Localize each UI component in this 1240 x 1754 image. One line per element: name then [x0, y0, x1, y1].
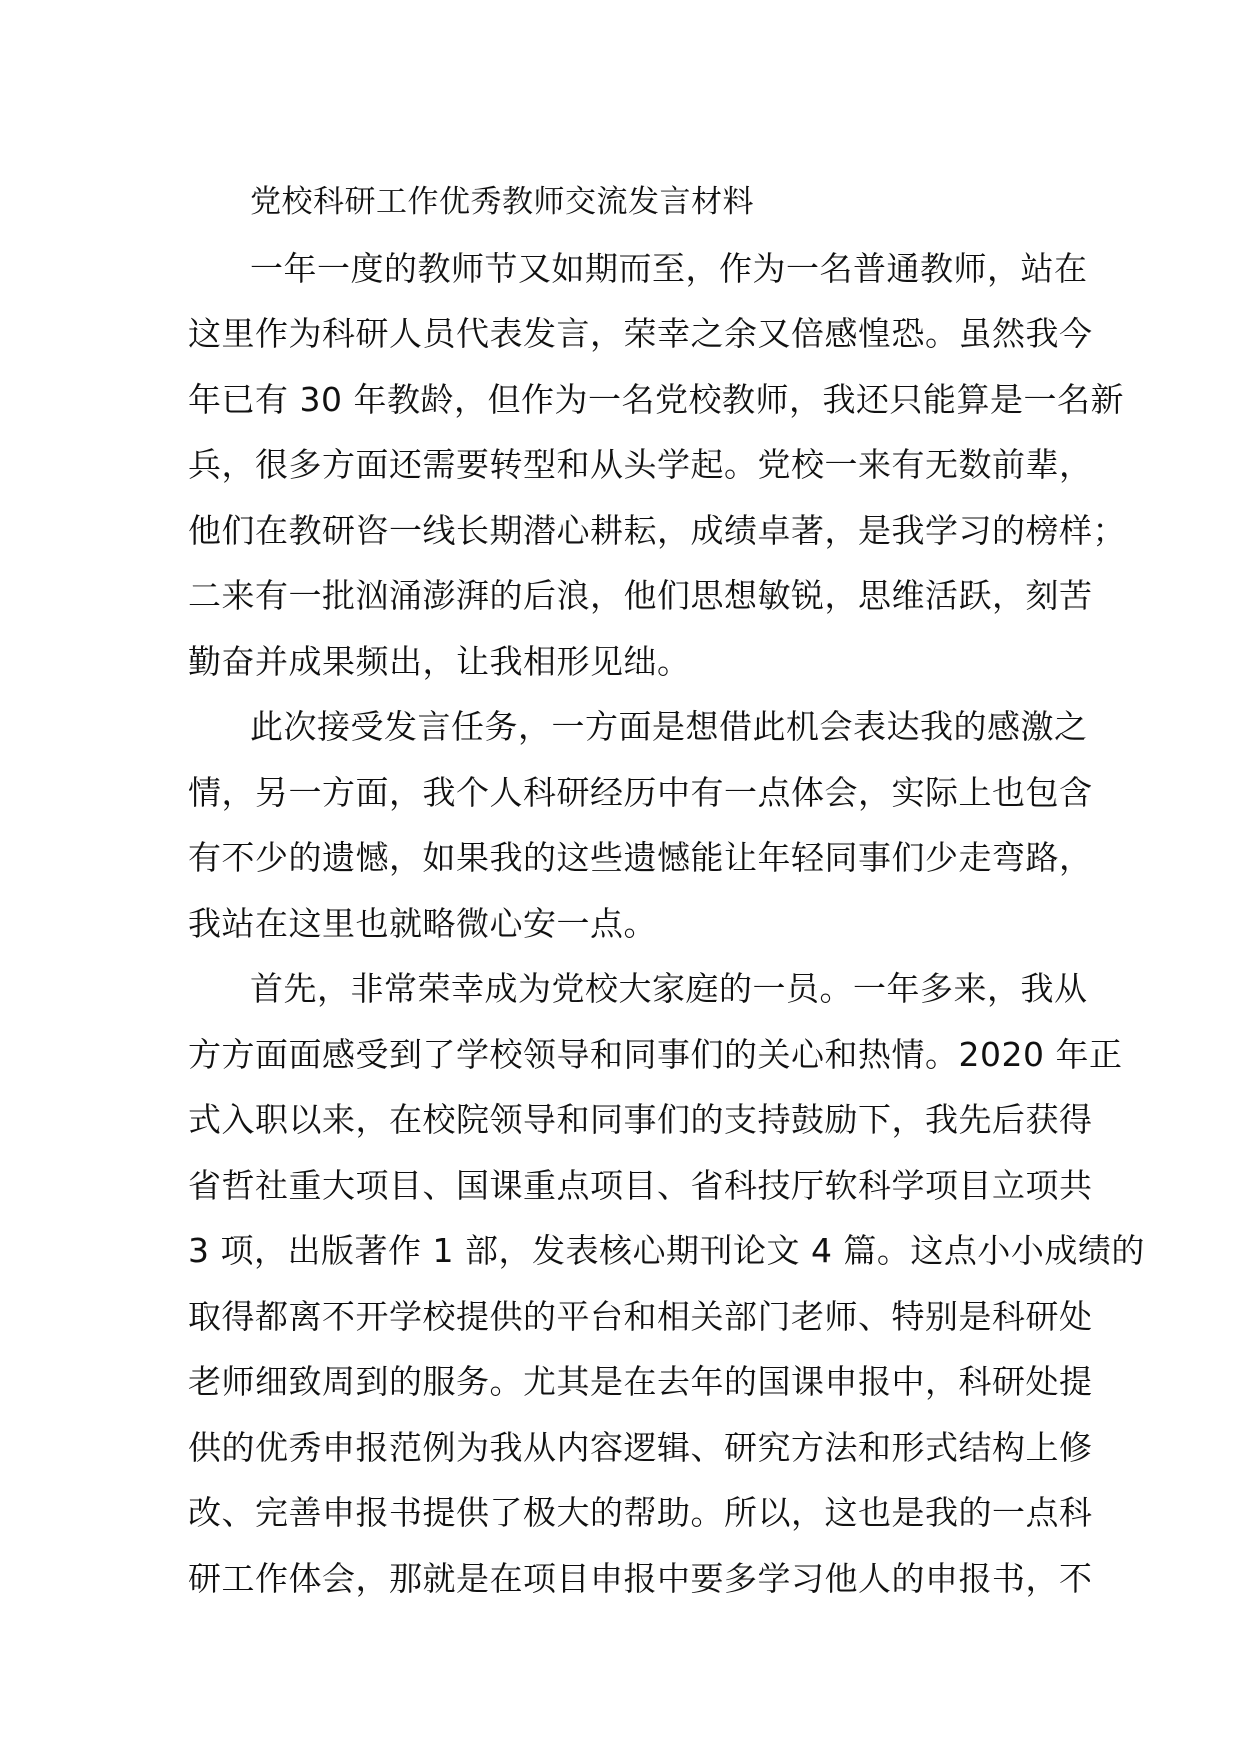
paragraph-line: 勤奋并成果频出，让我相形见绌。 — [188, 641, 691, 681]
paragraph-line: 兵，很多方面还需要转型和从头学起。党校一来有无数前辈， — [188, 445, 1093, 484]
paragraph-line: 情，另一方面，我个人科研经历中有一点体会，实际上也包含 — [188, 772, 1093, 812]
paragraph-line: 我站在这里也就略微心安一点。 — [188, 903, 657, 943]
paragraph-line: 方方面面感受到了学校领导和同事们的关心和热情。2020 年正 — [188, 1034, 1123, 1074]
paragraph-line: 他们在教研咨一线长期潜心耕耘，成绩卓著，是我学习的榜样； — [188, 510, 1126, 550]
paragraph-line: 首先，非常荣幸成为党校大家庭的一员。一年多来，我从 — [250, 969, 1088, 1008]
paragraph-line: 二来有一批汹涌澎湃的后浪，他们思想敏锐，思维活跃，刻苦 — [188, 576, 1093, 615]
paragraph-line: 年已有 30 年教龄，但作为一名党校教师，我还只能算是一名新 — [188, 379, 1124, 419]
paragraph-line: 取得都离不开学校提供的平台和相关部门老师、特别是科研处 — [188, 1296, 1093, 1336]
document-body — [188, 170, 1145, 1611]
paragraph-line: 研工作体会，那就是在项目申报中要多学习他人的申报书，不 — [188, 1558, 1093, 1598]
paragraph-line: 省哲社重大项目、国课重点项目、省科技厅软科学项目立项共 — [188, 1165, 1093, 1205]
paragraph-2 — [188, 694, 1093, 956]
paragraph-line: 改、完善申报书提供了极大的帮助。所以，这也是我的一点科 — [188, 1493, 1093, 1532]
paragraph-line: 供的优秀申报范例为我从内容逻辑、研究方法和形式结构上修 — [188, 1427, 1093, 1467]
paragraph-line: 这里作为科研人员代表发言，荣幸之余又倍感惶恐。虽然我今 — [188, 314, 1093, 353]
paragraph-line: 此次接受发言任务，一方面是想借此机会表达我的感激之 — [250, 707, 1088, 746]
paragraph-line: 老师细致周到的服务。尤其是在去年的国课申报中，科研处提 — [188, 1362, 1093, 1401]
paragraph-1 — [188, 236, 1126, 695]
paragraph-line: 3 项，出版著作 1 部，发表核心期刊论文 4 篇。这点小小成绩的 — [188, 1231, 1145, 1270]
document-title: 党校科研工作优秀教师交流发言材料 — [250, 184, 754, 220]
paragraph-3 — [188, 956, 1145, 1611]
paragraph-line: 有不少的遗憾，如果我的这些遗憾能让年轻同事们少走弯路， — [188, 838, 1093, 877]
paragraph-line: 式入职以来，在校院领导和同事们的支持鼓励下，我先后获得 — [188, 1100, 1093, 1139]
paragraph-line: 一年一度的教师节又如期而至，作为一名普通教师，站在 — [250, 248, 1088, 288]
